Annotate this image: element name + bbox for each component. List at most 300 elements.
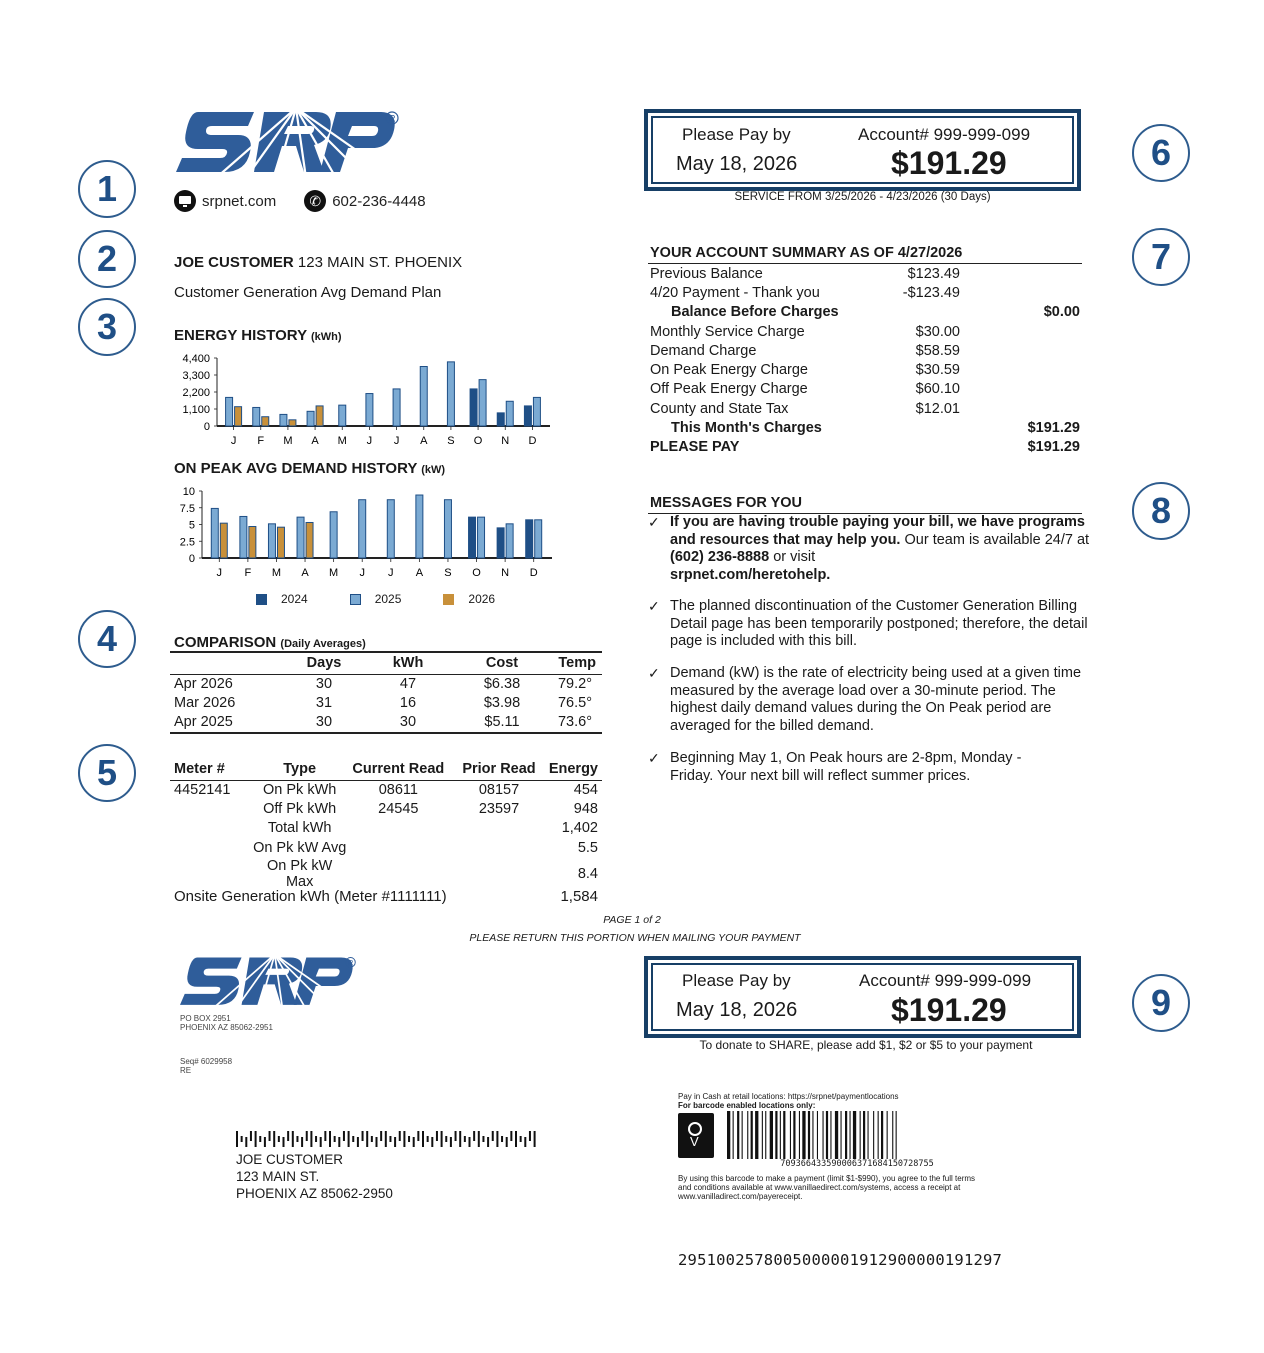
mailing-city: PHOENIX AZ 85062-2950	[236, 1186, 393, 1201]
meter-row	[170, 858, 602, 890]
y-tick-label: 0	[203, 421, 210, 433]
callout-9: 9	[1132, 974, 1190, 1032]
legend-label-2024: 2024	[281, 592, 308, 606]
postal-bar-mark	[334, 1136, 336, 1142]
x-tick-label: M	[283, 435, 293, 447]
summary-value-col1	[888, 303, 1012, 322]
postal-bar-mark	[492, 1131, 494, 1141]
sequence-number-text: Seq# 6029958	[180, 1057, 233, 1066]
postal-bar-mark	[445, 1136, 447, 1142]
comparison-subtitle: (Daily Averages)	[280, 638, 366, 650]
barcode-bar	[733, 1111, 734, 1159]
demand-history-title	[174, 460, 445, 477]
barcode-bar	[747, 1111, 748, 1159]
barcode-bar	[873, 1111, 874, 1159]
meter-row	[170, 838, 602, 857]
postal-bar-mark	[306, 1131, 308, 1141]
messages-title: MESSAGES FOR YOU	[650, 495, 803, 511]
bar-2026-2	[289, 420, 296, 426]
bar-2024-9	[469, 517, 476, 558]
meter-cell: 08157	[478, 781, 520, 798]
legend-item-2026	[443, 592, 495, 606]
callout-2: 2	[78, 230, 136, 288]
meter-cell: 23597	[478, 801, 520, 818]
payment-barcode-number: 7093664335900063716841507287​55	[780, 1159, 934, 1169]
postal-bar-mark	[441, 1131, 443, 1147]
message-1-text2: or visit	[769, 549, 816, 565]
y-tick-label: 2,200	[182, 387, 210, 399]
x-tick-label: J	[388, 567, 394, 579]
postal-bar-mark	[529, 1131, 531, 1141]
x-tick-label: S	[447, 435, 455, 447]
remit-address	[180, 1014, 273, 1032]
barcode-bar	[812, 1111, 813, 1159]
callout-8: 8	[1132, 482, 1190, 540]
legend-item-2025	[350, 592, 402, 606]
bar-2025-10	[506, 401, 513, 426]
x-tick-label: J	[359, 567, 365, 579]
x-tick-label: N	[501, 567, 510, 579]
meter-cell	[170, 858, 253, 890]
meter-header-number: Meter #	[174, 760, 225, 777]
comparison-cell: 31	[315, 695, 333, 712]
postal-bar-mark	[245, 1137, 247, 1147]
summary-value-col2	[1012, 283, 1080, 302]
summary-value-col2	[1012, 360, 1080, 379]
y-tick-label: 10	[182, 486, 195, 498]
checkmark-icon: ✓	[648, 514, 660, 530]
postal-bar-mark	[301, 1137, 303, 1147]
bar-2025-3	[307, 411, 314, 426]
barcode-bar	[751, 1111, 753, 1159]
postal-bar-mark	[413, 1137, 415, 1147]
checkmark-icon: ✓	[648, 598, 660, 614]
x-tick-label: J	[366, 435, 373, 447]
meter-header-current: Current Read	[352, 760, 445, 777]
cash-payment-line2: For barcode enabled locations only:	[678, 1101, 816, 1110]
bar-2024-10	[497, 528, 504, 558]
account-summary-title: YOUR ACCOUNT SUMMARY AS OF 4/27/2026	[650, 245, 963, 261]
barcode-bar	[737, 1111, 739, 1159]
pay-by-box	[644, 109, 1081, 191]
y-tick-label: 2.5	[179, 536, 195, 549]
comparison-cell: $5.11	[484, 714, 520, 731]
bar-2025-3	[297, 517, 304, 558]
meter-cell	[346, 838, 450, 857]
callout-3: 3	[78, 298, 136, 356]
meter-cell: 8.4	[577, 865, 598, 882]
postal-bar-mark	[501, 1136, 503, 1142]
bar-2025-1	[253, 407, 260, 426]
legend-item-2024	[256, 592, 308, 606]
barcode-bar	[835, 1111, 838, 1159]
pay-by-label: Please Pay by	[682, 125, 791, 144]
customer-address: 123 MAIN ST. PHOENIX	[297, 254, 463, 271]
comparison-cell: 73.6°	[557, 714, 592, 731]
barcode-bar	[878, 1111, 879, 1159]
payment-barcode	[727, 1111, 987, 1159]
bar-2025-8	[444, 500, 451, 558]
barcode-bar	[845, 1111, 847, 1159]
summary-label: Demand Charge	[650, 342, 757, 359]
summary-row	[650, 264, 1080, 283]
postal-bar-mark	[431, 1137, 433, 1147]
share-donation-note: To donate to SHARE, please add $1, $2 or $5 to your payment	[699, 1038, 1033, 1052]
x-tick-label: N	[501, 435, 510, 447]
srp-logo-stub	[180, 954, 360, 1010]
bar-2026-0	[235, 407, 242, 426]
comparison-header-kwh: kWh	[392, 655, 424, 672]
message-1-text: Our team is available 24/7 at	[900, 531, 1090, 548]
summary-label: 4/20 Payment - Thank you	[650, 284, 820, 301]
postal-bar-mark	[278, 1136, 280, 1142]
bar-2025-7	[416, 495, 423, 558]
postal-bar-mark	[315, 1136, 317, 1142]
stub-pay-by-box	[644, 956, 1081, 1038]
barcode-bar	[790, 1111, 791, 1159]
postal-bar-mark	[259, 1136, 261, 1142]
postal-bar-mark	[506, 1137, 508, 1147]
legend-label-2025: 2025	[374, 592, 402, 606]
meter-cell: 454	[573, 781, 598, 798]
meter-cell: 08611	[378, 781, 418, 798]
x-tick-label: A	[420, 435, 428, 447]
message-1-bold: If you are having trouble paying your bill, we have programs and resources that may help you.	[670, 514, 1085, 548]
comparison-cell: $3.98	[483, 695, 521, 712]
summary-value-col1: $60.10	[915, 381, 960, 398]
summary-value-col2	[1012, 264, 1080, 283]
barcode-bar	[896, 1111, 897, 1159]
bar-2025-9	[478, 517, 485, 558]
remit-po-box: PO BOX 2951	[180, 1014, 231, 1023]
legend-label-2026: 2026	[468, 592, 496, 606]
bar-2024-11	[524, 406, 531, 426]
bar-2024-11	[526, 520, 533, 558]
barcode-bar	[780, 1111, 781, 1159]
bar-2025-4	[330, 512, 337, 558]
postal-bar-mark	[417, 1131, 419, 1141]
bar-2025-11	[533, 397, 540, 426]
meter-table	[170, 758, 602, 890]
meter-cell: On Pk kW Avg	[253, 839, 347, 856]
summary-value-col2: $191.29	[1027, 439, 1080, 456]
bar-2025-0	[226, 397, 233, 426]
x-tick-label: O	[473, 435, 483, 447]
website-link[interactable]: srpnet.com	[202, 192, 277, 210]
comparison-title	[174, 634, 366, 651]
meter-cell: 948	[573, 801, 598, 818]
postal-bar-mark	[380, 1131, 382, 1141]
bar-2024-10	[497, 413, 504, 426]
y-tick-label: 4,400	[182, 353, 210, 365]
meter-row	[170, 799, 602, 818]
comparison-title-text: COMPARISON	[174, 634, 277, 651]
barcode-bar	[802, 1111, 805, 1159]
postal-bar-mark	[399, 1131, 401, 1141]
summary-value-col1	[888, 438, 1012, 457]
energy-history-chart	[170, 348, 560, 452]
summary-label: PLEASE PAY	[650, 439, 740, 456]
postal-bar-mark	[496, 1131, 498, 1147]
phone-icon: ✆	[304, 190, 326, 212]
retail-payment-logo-icon: V	[678, 1113, 714, 1158]
return-portion-note: PLEASE RETURN THIS PORTION WHEN MAILING YOUR PAYMENT	[469, 932, 801, 944]
postal-bar-mark	[487, 1137, 489, 1147]
postal-bar-mark	[273, 1131, 275, 1147]
postal-bar-mark	[343, 1131, 345, 1141]
summary-label: County and State Tax	[650, 400, 789, 417]
postal-bar-mark	[403, 1131, 405, 1147]
postal-bar-mark	[524, 1137, 526, 1147]
summary-label: Balance Before Charges	[671, 304, 839, 321]
meter-cell	[170, 799, 253, 818]
y-tick-label: 1,100	[182, 404, 210, 416]
summary-row	[650, 418, 1080, 437]
callout-5: 5	[78, 744, 136, 802]
postal-bar-mark	[287, 1131, 289, 1141]
stub-amount-due: $191.29	[891, 992, 1007, 1028]
barcode-bar	[765, 1111, 766, 1159]
summary-row	[650, 283, 1080, 302]
summary-value-col2	[1012, 399, 1080, 418]
mailing-address	[236, 1151, 393, 1202]
postal-bar-mark	[348, 1131, 350, 1147]
postal-bar-mark	[515, 1131, 517, 1147]
bar-2025-8	[447, 362, 454, 426]
barcode-bar	[841, 1111, 842, 1159]
meter-cell: 4452141	[174, 781, 231, 798]
barcode-bar	[727, 1111, 730, 1159]
meter-cell	[170, 819, 253, 838]
postal-bar-mark	[427, 1136, 429, 1142]
meter-header-row	[170, 758, 602, 780]
postal-bar-mark	[459, 1131, 461, 1147]
postal-bar-mark	[385, 1131, 387, 1147]
postal-barcode	[236, 1131, 540, 1147]
x-tick-label: J	[230, 435, 237, 447]
srp-logo	[176, 108, 404, 178]
meter-cell: Total kWh	[267, 820, 332, 837]
y-tick-label: 7.5	[179, 502, 195, 515]
demand-history-title-text: ON PEAK AVG DEMAND HISTORY	[174, 460, 418, 477]
summary-label: Previous Balance	[650, 265, 763, 282]
postal-bar-mark	[473, 1131, 475, 1141]
bar-2025-6	[393, 389, 400, 426]
meter-cell: 1,402	[561, 820, 598, 837]
barcode-bar	[770, 1111, 773, 1159]
postal-bar-mark	[371, 1136, 373, 1142]
comparison-table	[170, 651, 602, 734]
scan-line: 2951002578005000001912900000191297	[678, 1251, 1003, 1269]
x-tick-label: S	[444, 567, 452, 579]
meter-row	[170, 819, 602, 838]
comparison-row	[170, 674, 602, 694]
postal-bar-mark	[376, 1137, 378, 1147]
postal-bar-mark	[464, 1136, 466, 1142]
onsite-generation-label: Onsite Generation kWh (Meter #1111111)	[174, 888, 447, 905]
x-tick-label: M	[271, 567, 282, 579]
message-1	[670, 514, 1090, 584]
postal-bar-mark	[250, 1131, 252, 1141]
meter-header-energy: Energy	[548, 760, 598, 777]
legend-swatch-2025	[350, 594, 361, 605]
stub-account-number: Account# 999-999-099	[859, 971, 1032, 990]
energy-history-title	[174, 327, 342, 344]
comparison-cell: Mar 2026	[174, 695, 236, 712]
summary-value-col1: $30.59	[915, 362, 960, 379]
meter-header-type: Type	[283, 760, 317, 777]
cash-payment-info	[678, 1092, 978, 1110]
x-tick-label: D	[528, 435, 537, 447]
postal-bar-mark	[283, 1137, 285, 1147]
bar-2025-9	[479, 380, 486, 426]
amount-due: $191.29	[891, 145, 1007, 181]
comparison-cell: Apr 2026	[174, 676, 233, 692]
pay-by-date: May 18, 2026	[676, 153, 798, 175]
comparison-cell: 16	[399, 695, 417, 712]
barcode-bar	[863, 1111, 865, 1159]
cash-payment-line1: Pay in Cash at retail locations: https://srpnet/paymentlocations	[678, 1092, 899, 1101]
barcode-bar	[826, 1111, 828, 1159]
summary-value-col1: -$123.49	[902, 284, 960, 301]
x-tick-label: F	[244, 567, 252, 579]
summary-value-col2: $191.29	[1027, 420, 1080, 437]
barcode-bar	[742, 1111, 743, 1159]
legend-swatch-2024	[256, 594, 267, 605]
computer-icon	[174, 190, 196, 212]
remit-city: PHOENIX AZ 85062-2951	[180, 1023, 273, 1032]
chart-legend	[256, 592, 495, 606]
postal-bar-mark	[455, 1131, 457, 1141]
svg-text:R: R	[389, 113, 396, 124]
postal-bar-mark	[362, 1131, 364, 1141]
summary-value-col2	[1012, 322, 1080, 341]
comparison-cell: 30	[315, 676, 333, 692]
sequence-number	[180, 1057, 232, 1075]
postal-bar-mark	[320, 1137, 322, 1147]
barcode-bar	[860, 1111, 861, 1159]
bar-2025-10	[506, 524, 513, 558]
barcode-bar	[799, 1111, 800, 1159]
postal-bar-mark	[357, 1137, 359, 1147]
barcode-bar	[793, 1111, 795, 1159]
meter-header-prior: Prior Read	[462, 760, 536, 777]
bar-2025-6	[387, 500, 394, 558]
postal-bar-mark	[478, 1131, 480, 1147]
meter-cell: On Pk kWh	[263, 781, 337, 798]
meter-cell: 24545	[378, 801, 419, 818]
postal-bar-mark	[352, 1136, 354, 1142]
postal-bar-mark	[520, 1136, 522, 1142]
bar-2026-0	[220, 523, 227, 558]
checkmark-icon: ✓	[648, 750, 660, 766]
service-period: SERVICE FROM 3/25/2026 - 4/23/2026 (30 Days)	[734, 191, 991, 203]
stub-pay-by-date: May 18, 2026	[676, 999, 798, 1021]
postal-bar-mark	[329, 1131, 331, 1147]
energy-history-title-text: ENERGY HISTORY	[174, 327, 307, 344]
bar-2025-4	[339, 405, 346, 426]
bar-2024-9	[470, 389, 477, 426]
demand-history-chart	[170, 482, 560, 586]
mailing-name: JOE CUSTOMER	[236, 1152, 344, 1167]
meter-cell	[450, 858, 548, 890]
summary-value-col1: $30.00	[915, 323, 960, 340]
meter-cell	[450, 838, 548, 857]
y-tick-label: 5	[188, 519, 195, 532]
bar-2025-1	[240, 516, 247, 558]
legend-swatch-2026	[443, 594, 454, 605]
summary-row	[650, 380, 1080, 399]
summary-label: Off Peak Energy Charge	[650, 381, 808, 398]
meter-row	[170, 780, 602, 799]
postal-bar-mark	[236, 1131, 238, 1147]
barcode-bar	[823, 1111, 824, 1159]
barcode-bar	[887, 1111, 888, 1159]
summary-row	[650, 438, 1080, 457]
x-tick-label: A	[311, 435, 319, 447]
comparison-header-days: Days	[306, 655, 342, 672]
barcode-bar	[755, 1111, 758, 1159]
postal-bar-mark	[269, 1131, 271, 1141]
barcode-bar	[830, 1111, 831, 1159]
postal-bar-mark	[469, 1137, 471, 1147]
bar-2025-5	[359, 500, 366, 558]
barcode-bar	[868, 1111, 869, 1159]
summary-value-col2	[1012, 341, 1080, 360]
postal-bar-mark	[422, 1131, 424, 1147]
x-tick-label: F	[257, 435, 265, 447]
customer-line	[174, 254, 462, 271]
barcode-bar	[783, 1111, 785, 1159]
barcode-bar	[881, 1111, 883, 1159]
comparison-header-row	[170, 652, 602, 674]
x-tick-label: D	[529, 567, 538, 579]
customer-name: JOE CUSTOMER	[174, 254, 294, 271]
meter-cell: 5.5	[577, 839, 598, 856]
checkmark-icon: ✓	[648, 665, 660, 681]
comparison-row	[170, 694, 602, 714]
postal-bar-mark	[394, 1137, 396, 1147]
y-tick-label: 0	[188, 553, 195, 565]
x-tick-label: J	[393, 435, 400, 447]
postal-bar-mark	[366, 1131, 368, 1147]
contact-row	[174, 190, 426, 212]
comparison-cell: 79.2°	[557, 676, 592, 692]
mailing-street: 123 MAIN ST.	[236, 1169, 320, 1184]
bar-2026-2	[277, 527, 284, 558]
meter-cell: On Pk kW Max	[267, 857, 333, 890]
phone-number: 602-236-4448	[332, 192, 426, 210]
x-tick-label: O	[472, 567, 481, 579]
postal-bar-mark	[338, 1137, 340, 1147]
postal-bar-mark	[292, 1131, 294, 1147]
demand-history-unit: (kW)	[421, 464, 446, 476]
meter-cell	[346, 819, 450, 838]
page-number: PAGE 1 of 2	[603, 914, 661, 926]
barcode-bar	[762, 1111, 763, 1159]
x-tick-label: A	[301, 567, 309, 579]
comparison-header-cost: Cost	[485, 655, 519, 672]
barcode-terms: By using this barcode to make a payment (limit $1-$990), you agree to the full terms and conditions available at www.vanillaedirect.com/systems, access a receipt at www.vanilladirect.com/payereceipt.	[678, 1174, 976, 1201]
callout-6: 6	[1132, 124, 1190, 182]
summary-row	[650, 399, 1080, 418]
account-number: Account# 999-999-099	[858, 125, 1031, 144]
message-1-url[interactable]: srpnet.com/heretohelp.	[670, 566, 831, 583]
energy-history-unit: (kWh)	[311, 331, 342, 343]
barcode-bar	[853, 1111, 856, 1159]
postal-bar-mark	[296, 1136, 298, 1142]
barcode-bar	[850, 1111, 851, 1159]
